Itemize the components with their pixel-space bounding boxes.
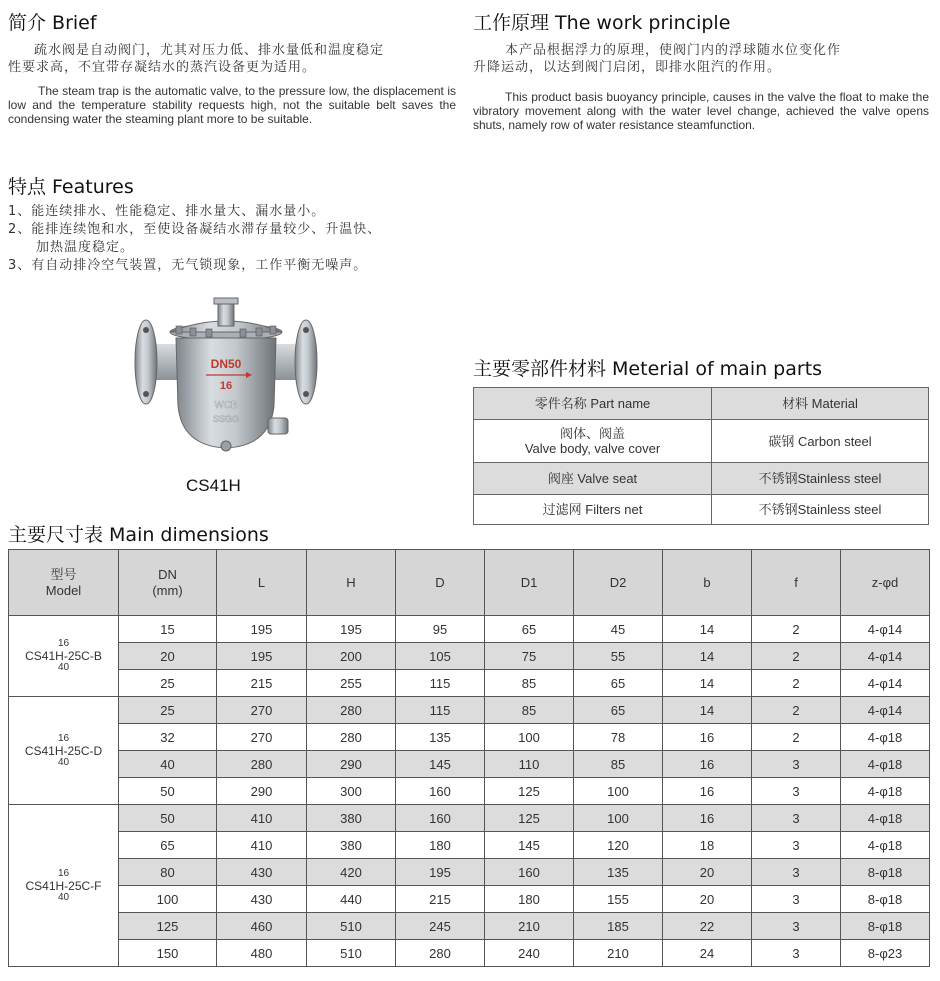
model-pn-top: 16	[57, 638, 70, 649]
table-cell: 215	[396, 886, 485, 913]
table-cell: 65	[574, 670, 663, 697]
table-cell: 510	[307, 940, 396, 967]
table-row	[9, 778, 930, 805]
table-cell: 65	[119, 832, 217, 859]
table-cell: 150	[119, 940, 217, 967]
table-cell: 215	[217, 670, 307, 697]
table-cell: 14	[663, 697, 752, 724]
model-pn-bottom: 40	[57, 662, 70, 673]
table-row	[9, 859, 930, 886]
brief-title: 简介 Brief	[8, 12, 97, 34]
table-cell: 195	[217, 643, 307, 670]
table-cell: 32	[119, 724, 217, 751]
materials-part-cell: 阀座 Valve seat	[474, 463, 712, 495]
table-cell: 24	[663, 940, 752, 967]
feature-item-2: 2、能排连续饱和水，至使设备凝结水滞存量较少、升温快、	[8, 222, 382, 237]
table-cell: 290	[217, 778, 307, 805]
table-cell: 245	[396, 913, 485, 940]
brief-zh-line-2: 性要求高，不宜带存凝结水的蒸汽设备更为适用。	[8, 60, 317, 75]
table-cell: 4-φ18	[841, 751, 930, 778]
table-cell: 2	[752, 616, 841, 643]
brief-en-text: The steam trap is the automatic valve, to the pressure low, the displacement is low and the temperature stability requests high, not the suitable belt saves the condensing water the steaming plant more to be suitable.	[8, 84, 456, 126]
dimensions-table	[8, 549, 930, 967]
table-cell: 50	[119, 778, 217, 805]
table-cell: 480	[217, 940, 307, 967]
header-dn	[119, 550, 217, 616]
table-cell: 78	[574, 724, 663, 751]
model-cell	[9, 697, 119, 805]
table-cell: 195	[217, 616, 307, 643]
table-cell: 290	[307, 751, 396, 778]
table-cell: 85	[574, 751, 663, 778]
table-row	[9, 751, 930, 778]
table-cell: 155	[574, 886, 663, 913]
table-cell: 25	[119, 670, 217, 697]
table-cell: 125	[485, 778, 574, 805]
table-row	[9, 670, 930, 697]
table-cell: 14	[663, 670, 752, 697]
table-cell: 185	[574, 913, 663, 940]
table-cell: 4-φ18	[841, 805, 930, 832]
table-cell: 20	[663, 859, 752, 886]
materials-header-material: 材料 Material	[712, 388, 929, 420]
header-col: D1	[485, 550, 574, 616]
table-cell: 2	[752, 643, 841, 670]
table-cell: 2	[752, 697, 841, 724]
dimensions-title: 主要尺寸表 Main dimensions	[8, 524, 269, 546]
table-cell: 25	[119, 697, 217, 724]
header-col: f	[752, 550, 841, 616]
principle-zh-line-1: 本产品根据浮力的原理，使阀门内的浮球随水位变化作	[505, 43, 842, 58]
table-cell: 115	[396, 670, 485, 697]
header-dn-unit: (mm)	[152, 582, 183, 598]
model-pn-top: 16	[57, 732, 70, 744]
table-cell: 4-φ14	[841, 643, 930, 670]
principle-title: 工作原理 The work principle	[473, 12, 731, 34]
table-cell: 105	[396, 643, 485, 670]
valve-mark-brand: SSGG	[212, 414, 240, 424]
materials-part-cell	[474, 420, 712, 463]
table-cell: 255	[307, 670, 396, 697]
table-cell: 160	[396, 805, 485, 832]
table-cell: 65	[485, 616, 574, 643]
table-cell: 3	[752, 886, 841, 913]
table-cell: 240	[485, 940, 574, 967]
valve-mark-material: WCB	[214, 400, 238, 411]
table-cell: 3	[752, 859, 841, 886]
table-cell: 300	[307, 778, 396, 805]
table-cell: 22	[663, 913, 752, 940]
table-cell: 8-φ18	[841, 886, 930, 913]
product-caption: CS41H	[186, 476, 241, 495]
table-cell: 410	[217, 832, 307, 859]
table-cell: 420	[307, 859, 396, 886]
table-cell: 410	[217, 805, 307, 832]
table-cell: 16	[663, 805, 752, 832]
materials-part-cell: 过滤网 Filters net	[474, 495, 712, 525]
table-cell: 16	[663, 724, 752, 751]
table-cell: 8-φ23	[841, 940, 930, 967]
table-cell: 430	[217, 859, 307, 886]
valve-mark-pn: 16	[219, 380, 233, 392]
table-cell: 3	[752, 751, 841, 778]
features-title: 特点 Features	[8, 176, 134, 198]
principle-en-text: This product basis buoyancy principle, causes in the valve the float to make the vibratory movement along with the water level change, achieved the valve opens shuts, namely row of water resistance steamfunction.	[473, 90, 929, 132]
model-name: CS41H-25C-D	[24, 743, 103, 758]
table-cell: 8-φ18	[841, 913, 930, 940]
table-row	[9, 643, 930, 670]
table-cell: 270	[217, 697, 307, 724]
table-cell: 20	[119, 643, 217, 670]
header-col: D2	[574, 550, 663, 616]
table-row	[9, 616, 930, 643]
table-row	[9, 886, 930, 913]
table-row	[9, 940, 930, 967]
table-cell: 160	[485, 859, 574, 886]
table-cell: 15	[119, 616, 217, 643]
table-cell: 280	[307, 724, 396, 751]
table-cell: 14	[663, 643, 752, 670]
materials-part-en: Valve body, valve cover	[524, 441, 661, 456]
table-row	[9, 697, 930, 724]
table-cell: 510	[307, 913, 396, 940]
table-cell: 430	[217, 886, 307, 913]
table-cell: 4-φ14	[841, 670, 930, 697]
table-cell: 20	[663, 886, 752, 913]
table-cell: 280	[307, 697, 396, 724]
materials-title: 主要零部件材料 Meterial of main parts	[473, 358, 823, 380]
table-row	[9, 805, 930, 832]
table-cell: 440	[307, 886, 396, 913]
table-cell: 40	[119, 751, 217, 778]
model-pn-bottom: 40	[57, 756, 70, 768]
table-cell: 3	[752, 913, 841, 940]
table-cell: 4-φ18	[841, 778, 930, 805]
principle-zh-text	[473, 42, 929, 76]
table-row	[9, 724, 930, 751]
table-cell: 3	[752, 805, 841, 832]
table-cell: 4-φ14	[841, 616, 930, 643]
header-col: L	[217, 550, 307, 616]
header-col: z-φd	[841, 550, 930, 616]
table-cell: 200	[307, 643, 396, 670]
table-cell: 270	[217, 724, 307, 751]
table-cell: 160	[396, 778, 485, 805]
header-model-zh: 型号	[50, 566, 77, 582]
table-cell: 65	[574, 697, 663, 724]
principle-zh-line-2: 升降运动，以达到阀门启闭，即排水阻汽的作用。	[473, 60, 782, 75]
table-row	[9, 913, 930, 940]
model-name: CS41H-25C-B	[25, 649, 102, 663]
header-col: b	[663, 550, 752, 616]
table-cell: 460	[217, 913, 307, 940]
features-list	[8, 203, 381, 275]
steam-trap-valve-image	[128, 296, 324, 462]
materials-material-cell: 不锈钢Stainless steel	[712, 463, 929, 495]
table-cell: 4-φ18	[841, 832, 930, 859]
table-cell: 3	[752, 940, 841, 967]
table-cell: 195	[307, 616, 396, 643]
header-model	[9, 550, 119, 616]
table-cell: 95	[396, 616, 485, 643]
brief-zh-line-1: 疏水阀是自动阀门，尤其对压力低、排水量低和温度稳定	[34, 43, 385, 58]
brief-zh-text	[8, 42, 456, 76]
table-cell: 4-φ14	[841, 697, 930, 724]
table-cell: 75	[485, 643, 574, 670]
table-cell: 3	[752, 778, 841, 805]
model-pn-bottom: 40	[57, 891, 70, 903]
header-model-en: Model	[45, 582, 82, 598]
materials-header-part: 零件名称 Part name	[474, 388, 712, 420]
table-cell: 80	[119, 859, 217, 886]
table-cell: 135	[574, 859, 663, 886]
valve-mark-dn: DN50	[210, 357, 242, 371]
table-cell: 8-φ18	[841, 859, 930, 886]
table-cell: 2	[752, 670, 841, 697]
materials-row	[474, 420, 929, 463]
table-cell: 100	[574, 805, 663, 832]
table-cell: 210	[485, 913, 574, 940]
table-cell: 100	[485, 724, 574, 751]
table-cell: 50	[119, 805, 217, 832]
table-cell: 145	[396, 751, 485, 778]
materials-material-cell: 不锈钢Stainless steel	[712, 495, 929, 525]
table-cell: 380	[307, 805, 396, 832]
table-cell: 180	[485, 886, 574, 913]
table-cell: 100	[574, 778, 663, 805]
dimensions-header-row	[9, 550, 930, 616]
table-cell: 85	[485, 670, 574, 697]
table-cell: 18	[663, 832, 752, 859]
table-cell: 180	[396, 832, 485, 859]
table-cell: 2	[752, 724, 841, 751]
table-cell: 195	[396, 859, 485, 886]
table-cell: 135	[396, 724, 485, 751]
materials-row	[474, 495, 929, 525]
table-row	[9, 832, 930, 859]
table-cell: 115	[396, 697, 485, 724]
table-cell: 4-φ18	[841, 724, 930, 751]
materials-header-row	[474, 388, 929, 420]
feature-item-2-cont: 加热温度稳定。	[8, 240, 135, 255]
table-cell: 110	[485, 751, 574, 778]
table-cell: 3	[752, 832, 841, 859]
table-cell: 145	[485, 832, 574, 859]
table-cell: 280	[217, 751, 307, 778]
table-cell: 16	[663, 778, 752, 805]
table-cell: 16	[663, 751, 752, 778]
table-cell: 120	[574, 832, 663, 859]
materials-row	[474, 463, 929, 495]
model-pn-top: 16	[57, 867, 70, 879]
feature-item-3: 3、有自动排冷空气装置，无气锁现象，工作平衡无噪声。	[8, 258, 368, 273]
table-cell: 210	[574, 940, 663, 967]
header-col: H	[307, 550, 396, 616]
model-name: CS41H-25C-F	[25, 878, 102, 893]
header-dn-label: DN	[158, 566, 177, 582]
header-col: D	[396, 550, 485, 616]
table-cell: 45	[574, 616, 663, 643]
table-cell: 380	[307, 832, 396, 859]
table-cell: 85	[485, 697, 574, 724]
table-cell: 125	[485, 805, 574, 832]
feature-item-1: 1、能连续排水、性能稳定、排水量大、漏水量小。	[8, 204, 326, 219]
table-cell: 100	[119, 886, 217, 913]
materials-part-zh: 阀体、阀盖	[559, 426, 625, 441]
table-cell: 125	[119, 913, 217, 940]
model-cell	[9, 616, 119, 697]
materials-material-cell: 碳钢 Carbon steel	[712, 420, 929, 463]
table-cell: 280	[396, 940, 485, 967]
materials-table	[473, 387, 929, 525]
model-cell	[9, 805, 119, 967]
table-cell: 14	[663, 616, 752, 643]
table-cell: 55	[574, 643, 663, 670]
